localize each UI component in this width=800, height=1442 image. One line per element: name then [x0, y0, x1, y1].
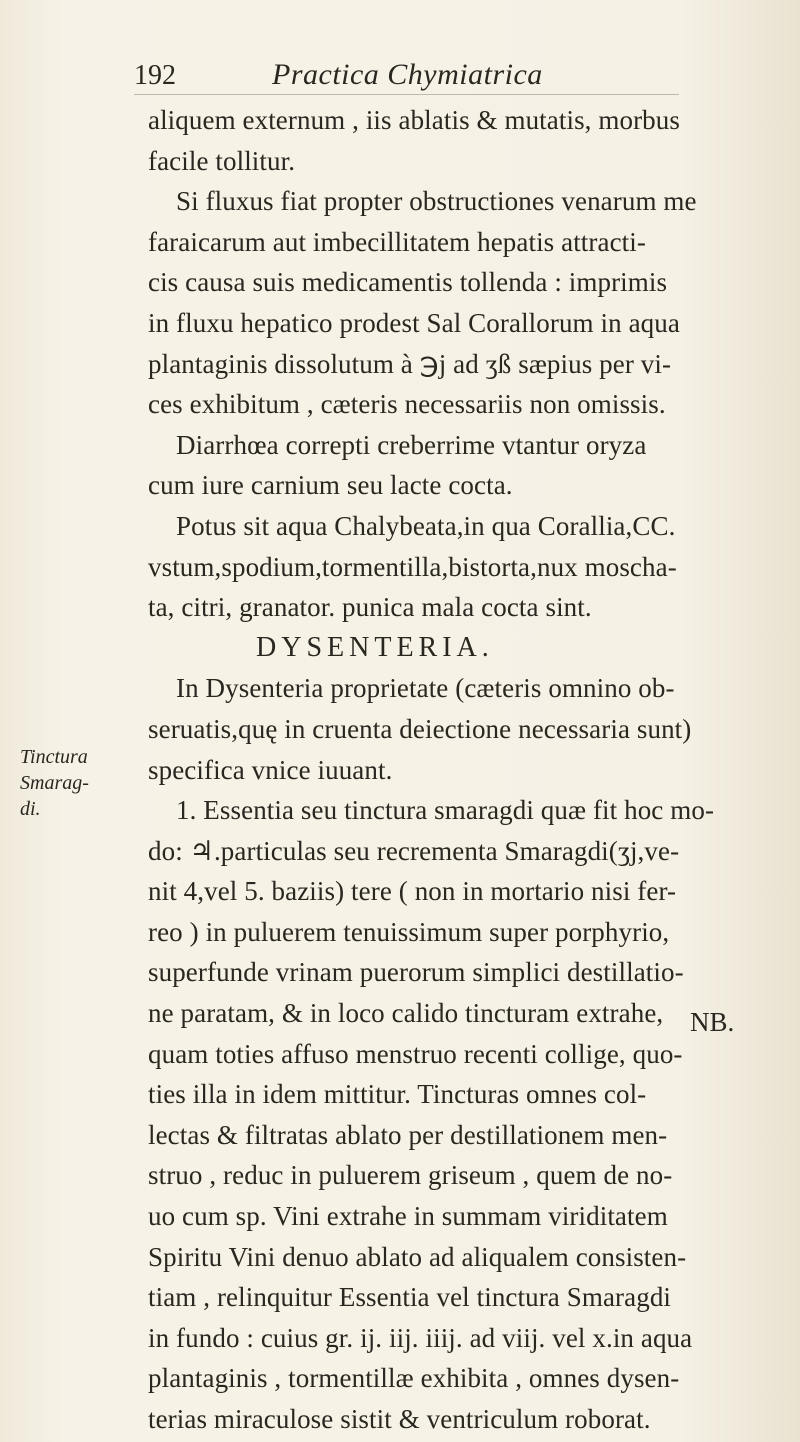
margin-note-line: Tinctura [20, 746, 88, 768]
text-line: Si fluxus fiat propter obstructiones venarum me [176, 186, 697, 217]
text-line: Potus sit aqua Chalybeata,in qua Corallia,CC. [176, 510, 676, 541]
text-line: In Dysenteria proprietate (cæteris omnino ob- [176, 673, 675, 704]
text-line: Spiritu Vini denuo ablato ad aliqualem consisten- [148, 1241, 687, 1272]
text-line: plantaginis , tormentillæ exhibita , omnes dysen- [148, 1363, 680, 1394]
catchword: NB. [690, 1007, 735, 1037]
text-line: uo cum sp. Vini extrahe in summam viriditatem [148, 1201, 668, 1232]
text-line: ta, citri, granator. punica mala cocta sint. [148, 592, 592, 623]
margin-note [20, 744, 120, 822]
page-number: 192 [134, 60, 176, 91]
text-line: ne paratam, & in loco calido tincturam extrahe, [148, 998, 664, 1029]
text-line: struo , reduc in puluerem griseum , quem de no- [148, 1160, 673, 1191]
margin-note-line: di. [20, 798, 41, 820]
text-line: in fundo : cuius gr. ij. iij. iiij. ad viij. vel x.in aqua [148, 1322, 693, 1353]
header-rule [134, 94, 679, 95]
text-line: ties illa in idem mittitur. Tincturas omnes col- [148, 1079, 647, 1110]
text-line: vstum,spodium,tormentilla,bistorta,nux moscha- [148, 551, 677, 582]
text-line: 1. Essentia seu tinctura smaragdi quæ fit hoc mo- [176, 795, 715, 826]
text-line: cis causa suis medicamentis tollenda : imprimis [148, 267, 668, 298]
margin-note-line: Smarag- [20, 772, 89, 794]
running-head: Practica Chymiatrica [272, 58, 543, 91]
text-line: reo ) in puluerem tenuissimum super porphyrio, [148, 916, 670, 947]
text-line: tiam , relinquitur Essentia vel tinctura Smaragdi [148, 1282, 672, 1313]
text-line: nit 4,vel 5. baziis) tere ( non in mortario nisi fer- [148, 876, 677, 907]
text-line: ces exhibitum , cæteris necessariis non omissis. [148, 389, 666, 420]
text-line: plantaginis dissolutum à ℈j ad ʒß sæpius per vi- [148, 348, 672, 379]
text-line: in fluxu hepatico prodest Sal Corallorum in aqua [148, 307, 680, 338]
text-line: aliquem externum , iis ablatis & mutatis, morbus [148, 105, 680, 135]
text-line: cum iure carnium seu lacte cocta. [148, 470, 513, 501]
text-line: do: ♃.particulas seu recrementa Smaragdi(ʒj,ve- [148, 835, 680, 866]
body-text [148, 100, 768, 1440]
text-line: specifica vnice iuuant. [148, 754, 393, 785]
text-line: superfunde vrinam puerorum simplici destillatio- [148, 957, 684, 988]
text-line: Diarrhœa correpti creberrime vtantur oryza [176, 429, 647, 460]
page-header [134, 54, 694, 94]
text-line: faraicarum aut imbecillitatem hepatis attracti- [148, 226, 646, 257]
section-heading: DYSENTERIA. [256, 631, 494, 663]
text-line: facile tollitur. [148, 145, 296, 176]
text-line: seruatis,quę in cruenta deiectione necessaria sunt) [148, 713, 692, 744]
text-line: terias miraculose sistit & ventriculum roborat. [148, 1404, 651, 1434]
text-line: quam toties affuso menstruo recenti collige, quo- [148, 1038, 683, 1069]
text-line: lectas & filtratas ablato per destillationem men- [148, 1119, 668, 1150]
